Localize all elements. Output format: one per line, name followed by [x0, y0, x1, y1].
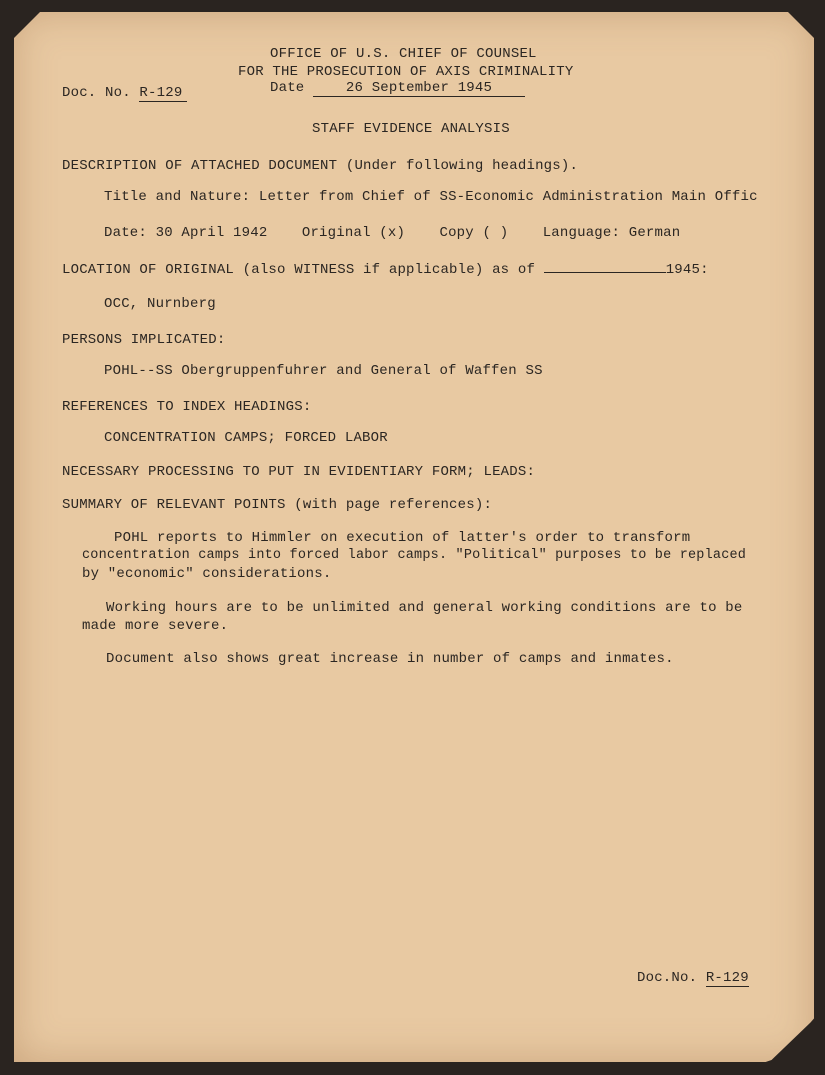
summary-p2-line2: made more severe. — [82, 618, 229, 634]
footer-doc-number-label: Doc.No. — [637, 970, 698, 986]
summary-p1-line1: POHL reports to Himmler on execution of latter's order to transform — [114, 530, 691, 546]
header-date-label: Date — [270, 80, 305, 96]
office-line-2: FOR THE PROSECUTION OF AXIS CRIMINALITY — [238, 64, 574, 80]
header-date — [270, 80, 525, 97]
office-line-1: OFFICE OF U.S. CHIEF OF COUNSEL — [270, 46, 537, 62]
date-row — [104, 225, 680, 241]
doc-number-value: R-129 — [139, 85, 187, 102]
summary-p1-line3: by "economic" considerations. — [82, 566, 332, 582]
doc-date-value: 30 April 1942 — [155, 225, 268, 241]
persons-heading: PERSONS IMPLICATED: — [62, 332, 226, 348]
doc-number-label: Doc. No. — [62, 85, 131, 101]
location-date-blank — [544, 272, 666, 273]
summary-p3-line1: Document also shows great increase in number of camps and inmates. — [106, 651, 674, 667]
processing-heading: NECESSARY PROCESSING TO PUT IN EVIDENTIARY FORM; LEADS: — [62, 464, 536, 480]
doc-number — [62, 85, 187, 102]
location-heading — [62, 262, 709, 278]
original-marker: Original (x) — [301, 225, 406, 241]
language-value: German — [628, 225, 681, 241]
persons-value: POHL--SS Obergruppenfuhrer and General of Waffen SS — [104, 363, 543, 379]
references-value: CONCENTRATION CAMPS; FORCED LABOR — [104, 430, 388, 446]
doc-date-label: Date: — [104, 225, 148, 241]
title-and-nature-label: Title and Nature: — [104, 189, 251, 205]
location-value: OCC, Nurnberg — [104, 296, 216, 312]
title-and-nature-value: Letter from Chief of SS-Economic Administration Main Offic — [258, 189, 758, 205]
references-heading: REFERENCES TO INDEX HEADINGS: — [62, 399, 312, 415]
description-heading: DESCRIPTION OF ATTACHED DOCUMENT (Under following headings). — [62, 158, 579, 174]
footer-doc-number — [637, 970, 749, 987]
footer-doc-number-value: R-129 — [705, 970, 749, 986]
copy-marker: Copy ( ) — [439, 225, 509, 241]
header-date-value: 26 September 1945 — [313, 80, 525, 97]
form-title: STAFF EVIDENCE ANALYSIS — [312, 121, 510, 137]
language-label: Language: — [542, 225, 621, 241]
location-year: 1945: — [665, 262, 709, 278]
page-corner-top-right — [788, 12, 814, 38]
summary-p1-line2: concentration camps into forced labor camps. "Political" purposes to be replaced — [82, 548, 747, 563]
title-and-nature — [104, 189, 758, 205]
page-corner-top-left — [14, 12, 40, 38]
location-label: LOCATION OF ORIGINAL (also WITNESS if applicable) as of — [62, 262, 536, 278]
summary-p2-line1: Working hours are to be unlimited and general working conditions are to be — [106, 600, 743, 616]
summary-heading: SUMMARY OF RELEVANT POINTS (with page references): — [62, 497, 493, 513]
